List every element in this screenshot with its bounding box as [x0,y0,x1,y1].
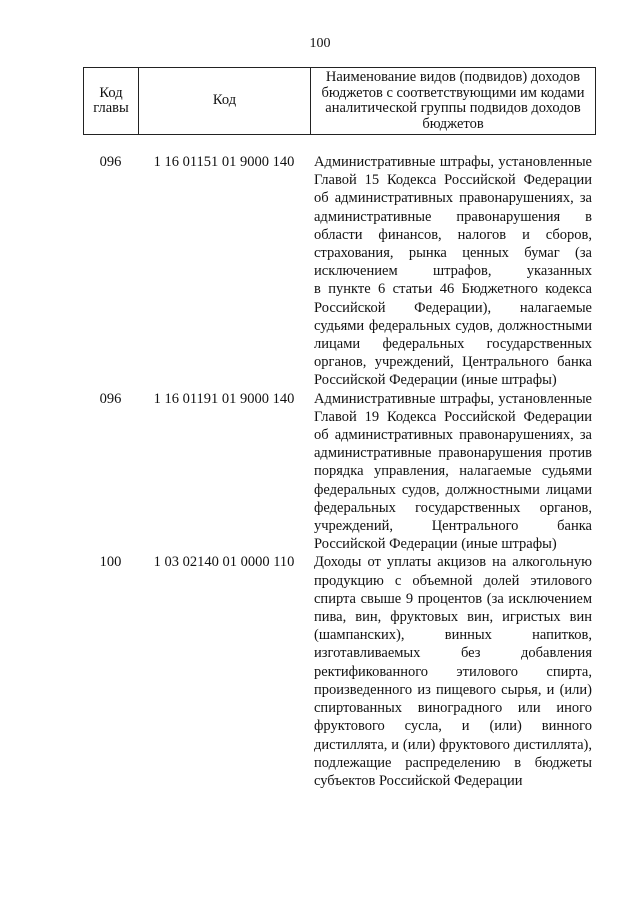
revenue-name-line: Главой 19 Кодекса Российской Федерации [314,408,592,425]
revenue-name-line: судьями федеральных судов, должностными [314,317,592,334]
revenue-name-line: Главой 15 Кодекса Российской Федерации [314,172,592,189]
page-number: 100 [309,36,331,51]
header-name-line: бюджетов с соответствующими им кодами [321,84,585,101]
revenue-name-line: изготавливаемых без добавления [314,645,592,662]
table-body [83,153,595,790]
revenue-name-line: административные правонарушения в [314,208,592,225]
revenue-code: 1 16 01151 01 9000 140 [153,154,295,170]
revenue-name-line: исключением штрафов, указанных [314,263,592,280]
revenue-name-line: в пункте 6 статьи 46 Бюджетного кодекса [314,281,592,298]
table-row [83,390,595,554]
revenue-name-line: органов, учреждений, Центрального банка [314,354,592,371]
revenue-name [310,153,592,390]
header-chapter-code [84,68,139,135]
revenue-name-line: продукцию с объемной долей этилового [314,572,592,589]
table-row [83,553,595,790]
header-name-line: бюджетов [422,115,484,132]
header-name-line: Наименование видов (подвидов) доходов [325,69,581,85]
revenue-name-line: дистиллята, и (или) фруктового дистиллята), [314,736,592,753]
revenue-name-line: лицами федеральных государственных [314,336,592,353]
revenue-name-line: области финансов, налогов и сборов, [314,226,592,243]
revenue-name-line: Российской Федерации), налагаемые [314,299,592,316]
header-chapter-code-line: главы [93,100,129,116]
revenue-name-line: Административные штрафы, установленные [314,154,592,170]
revenue-name-line: порядка управления, налагаемые судьями [314,463,592,480]
revenue-name-line: спиртованных виноградного или иного [314,700,592,717]
revenue-name-line: об административных правонарушениях, за [314,427,592,444]
revenue-name-line: Административные штрафы, установленные [314,390,592,407]
revenue-name-line: фруктового сусла, и (или) винного [314,718,592,735]
revenue-name-line: произведенного из пищевого сырья, и (или) [314,681,592,698]
chapter-code: 100 [99,554,122,571]
header-chapter-code-line: Код [99,84,123,101]
revenue-name-line: страхования, рынка ценных бумаг (за [314,245,592,262]
revenue-name-line: административные правонарушения против [314,445,592,462]
header-name-line: аналитической группы подвидов доходов [325,100,581,116]
revenue-name-line: ректификованного этилового спирта, [314,663,592,680]
revenue-name-line: спирта свыше 9 процентов (за исключением [314,590,592,607]
header-name [311,68,596,135]
revenue-name-line: пива, вин, фруктовых вин, игристых вин [314,609,592,626]
revenue-name-line: федеральных судов, должностными лицами [314,481,592,498]
revenue-name [310,553,592,790]
revenue-name-line: об административных правонарушениях, за [314,190,592,207]
revenue-name-line: Доходы от уплаты акцизов на алкогольную [314,554,592,571]
revenue-code: 1 16 01191 01 9000 140 [153,390,295,407]
revenue-name-line: Российской Федерации (иные штрафы) [314,536,557,553]
table-row [83,153,595,390]
table-header [83,67,596,135]
revenue-name-line: (шампанских), винных напитков, [314,627,592,644]
chapter-code: 096 [99,154,122,170]
revenue-name-line: федеральных государственных органов, [314,499,592,516]
header-code [139,68,311,135]
revenue-code: 1 03 02140 01 0000 110 [153,554,295,571]
header-code-label: Код [212,92,237,109]
revenue-name [310,390,592,554]
revenue-name-line: подлежащие распределению в бюджеты [314,754,592,771]
chapter-code: 096 [99,390,122,407]
revenue-name-line: учреждений, Центрального банка [314,518,592,535]
revenue-name-line: Российской Федерации (иные штрафы) [314,372,557,389]
revenue-name-line: субъектов Российской Федерации [314,772,523,789]
